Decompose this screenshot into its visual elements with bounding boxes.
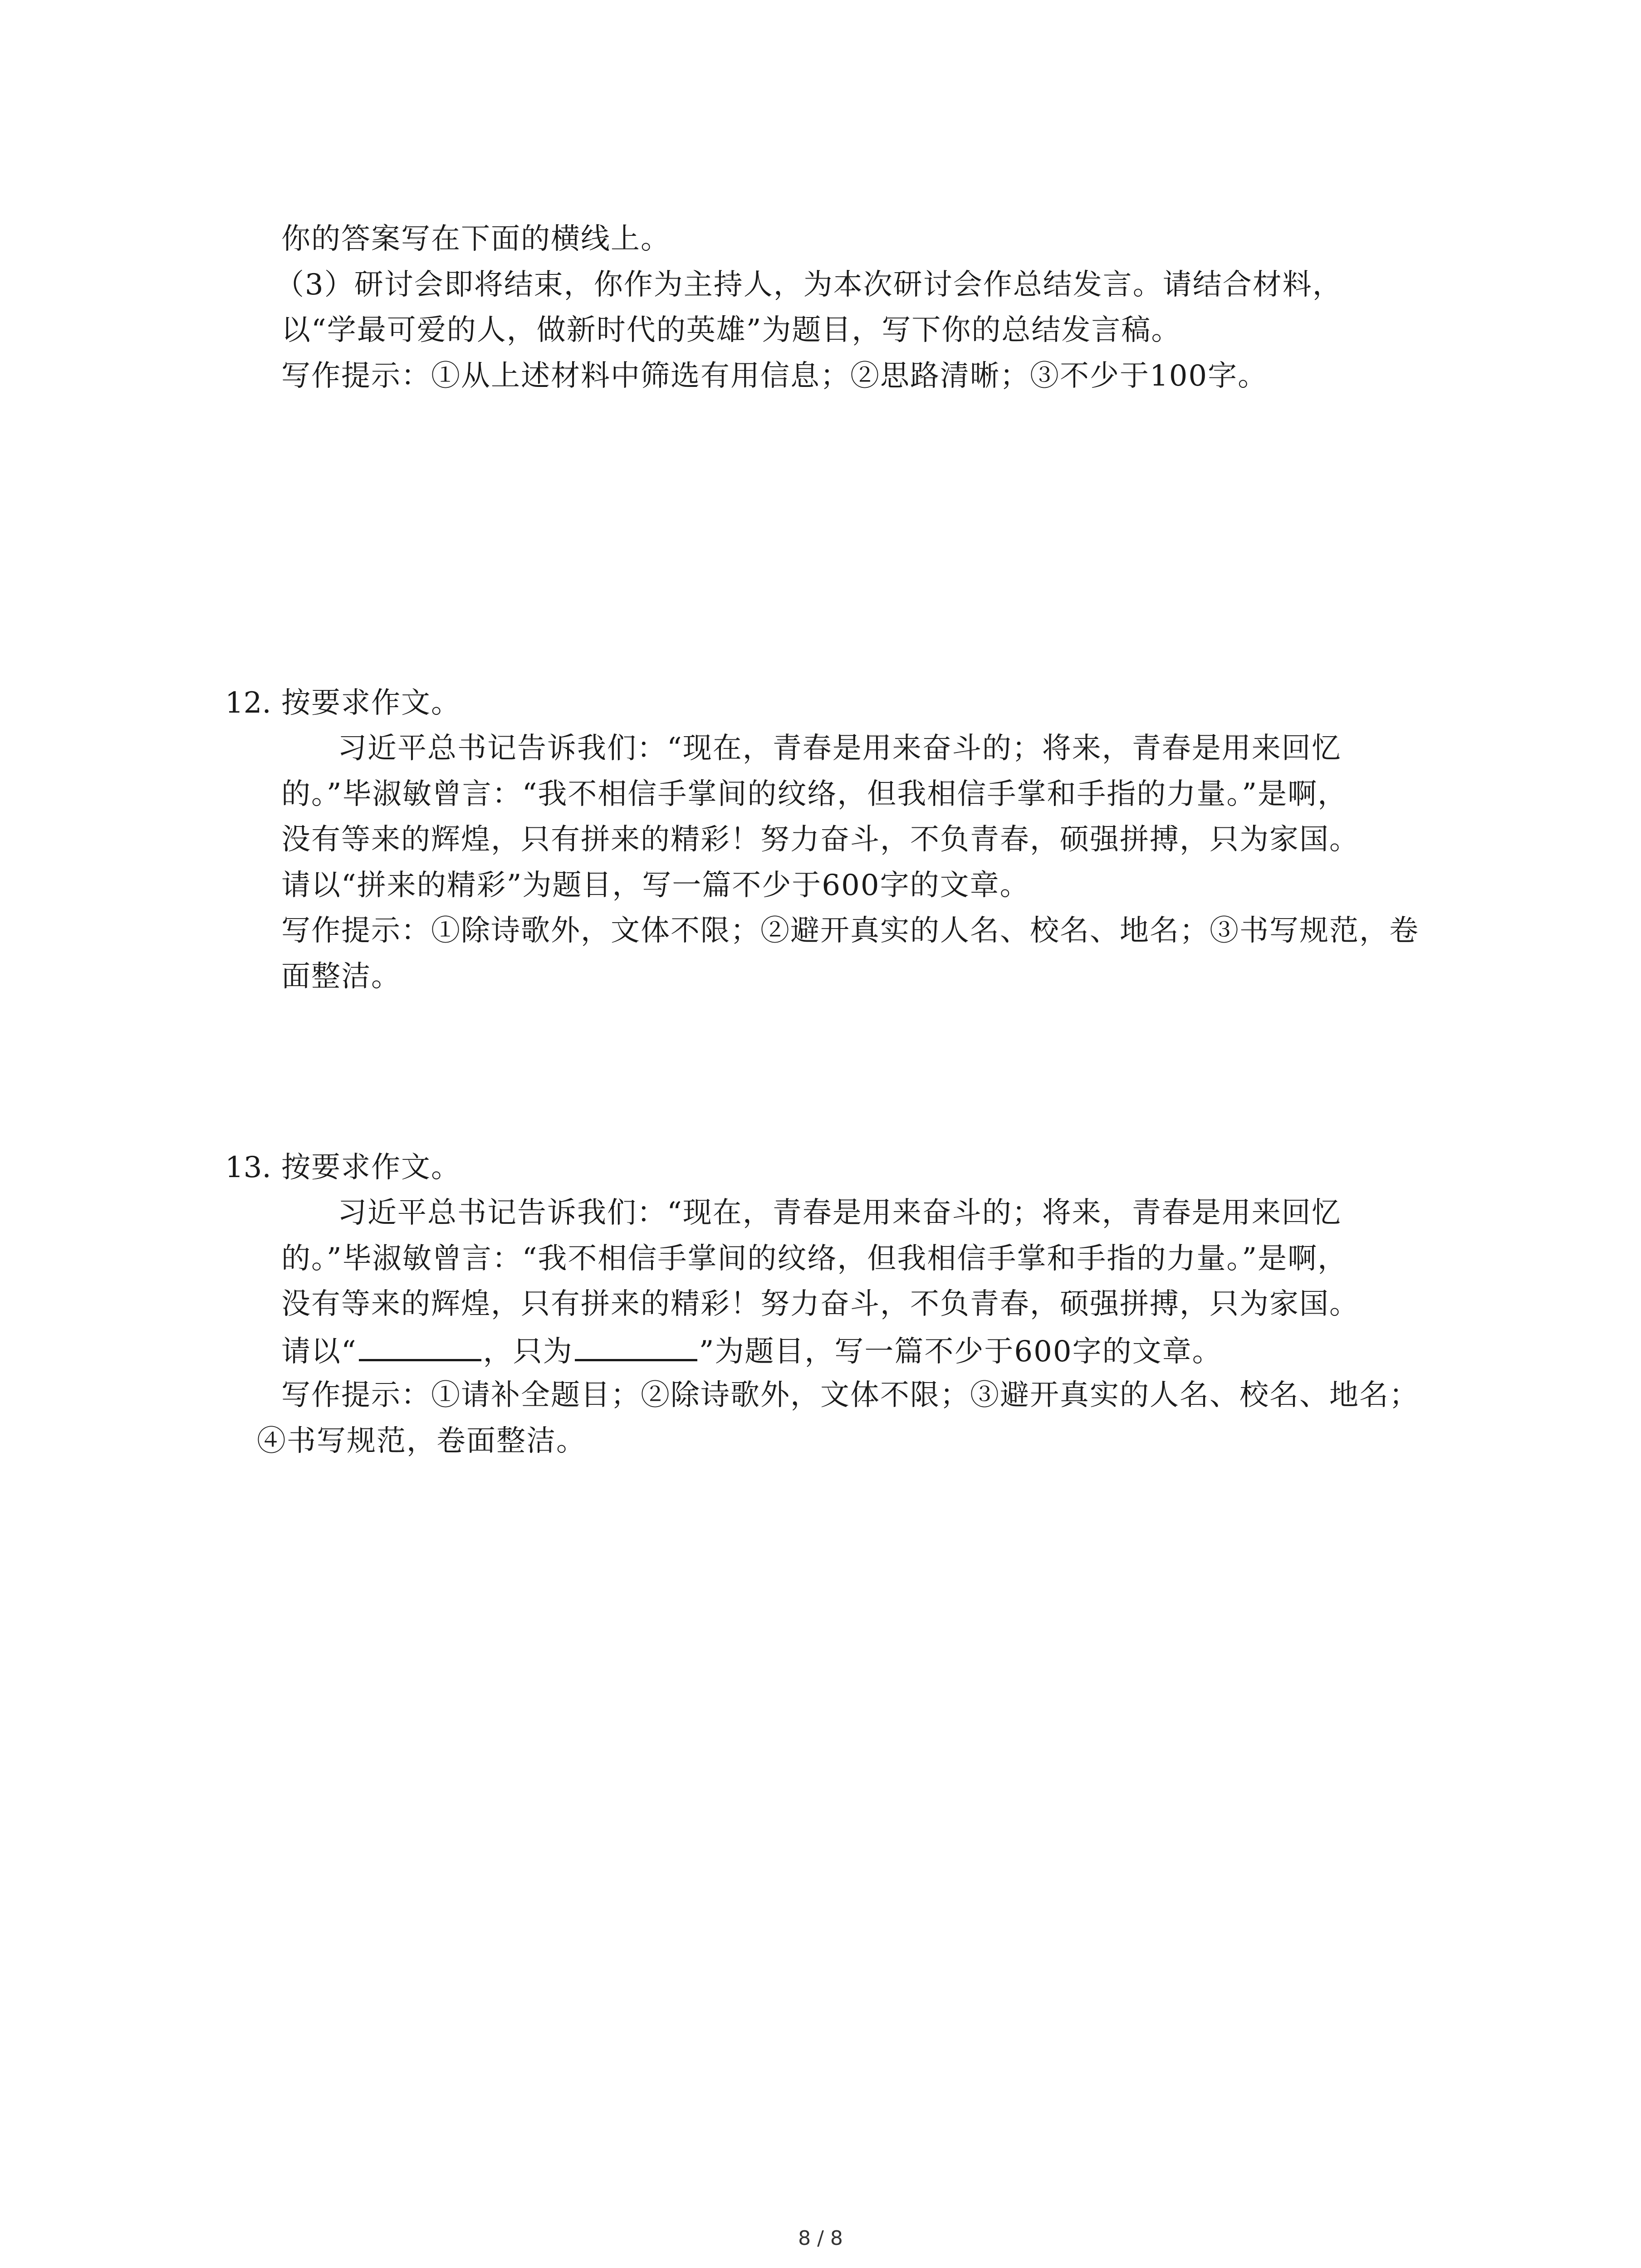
text-line: 你的答案写在下面的横线上。 [281, 222, 671, 256]
text-line: 写作提示：①从上述材料中筛选有用信息；②思路清晰；③不少于100字。 [281, 359, 1268, 393]
text-line: 的。”毕淑敏曾言：“我不相信手掌间的纹络，但我相信手掌和手指的力量。”是啊， [281, 777, 1348, 811]
text-line: ④书写规范，卷面整洁。 [257, 1424, 586, 1458]
text-line: 写作提示：①除诗歌外，文体不限；②避开真实的人名、校名、地名；③书写规范，卷 [281, 914, 1419, 948]
essay-prompt-line [281, 1332, 1222, 1370]
text-line: 的。”毕淑敏曾言：“我不相信手掌间的纹络，但我相信手掌和手指的力量。”是啊， [281, 1242, 1348, 1276]
text-line: 请以“拼来的精彩”为题目，写一篇不少于600字的文章。 [281, 869, 1030, 902]
question-title: 按要求作文。 [281, 686, 461, 720]
text-line: 习近平总书记告诉我们：“现在，青春是用来奋斗的；将来，青春是用来回忆 [338, 1196, 1342, 1230]
question-number: 13. [225, 1151, 271, 1184]
question-title: 按要求作文。 [281, 1151, 461, 1184]
question-number: 12. [225, 686, 271, 720]
text-line: 面整洁。 [281, 960, 401, 993]
prompt-text: 请以“ [281, 1335, 357, 1369]
title-blank-2[interactable] [575, 1332, 697, 1361]
text-line: （3）研讨会即将结束，你作为主持人，为本次研讨会作总结发言。请结合材料， [275, 268, 1342, 302]
text-line: 没有等来的辉煌，只有拼来的精彩！努力奋斗，不负青春，硕强拼搏，只为家国。 [281, 823, 1359, 856]
text-line: 以“学最可爱的人，做新时代的英雄”为题目，写下你的总结发言稿。 [281, 313, 1181, 347]
text-line: 没有等来的辉煌，只有拼来的精彩！努力奋斗，不负青春，硕强拼搏，只为家国。 [281, 1287, 1359, 1321]
prompt-text: ”为题目，写一篇不少于600字的文章。 [699, 1335, 1222, 1369]
page-number: 8 / 8 [798, 2227, 843, 2250]
text-line: 写作提示：①请补全题目；②除诗歌外，文体不限；③避开真实的人名、校名、地名； [281, 1378, 1419, 1412]
prompt-text: ，只为 [483, 1335, 573, 1369]
title-blank-1[interactable] [359, 1332, 481, 1361]
text-line: 习近平总书记告诉我们：“现在，青春是用来奋斗的；将来，青春是用来回忆 [338, 732, 1342, 765]
